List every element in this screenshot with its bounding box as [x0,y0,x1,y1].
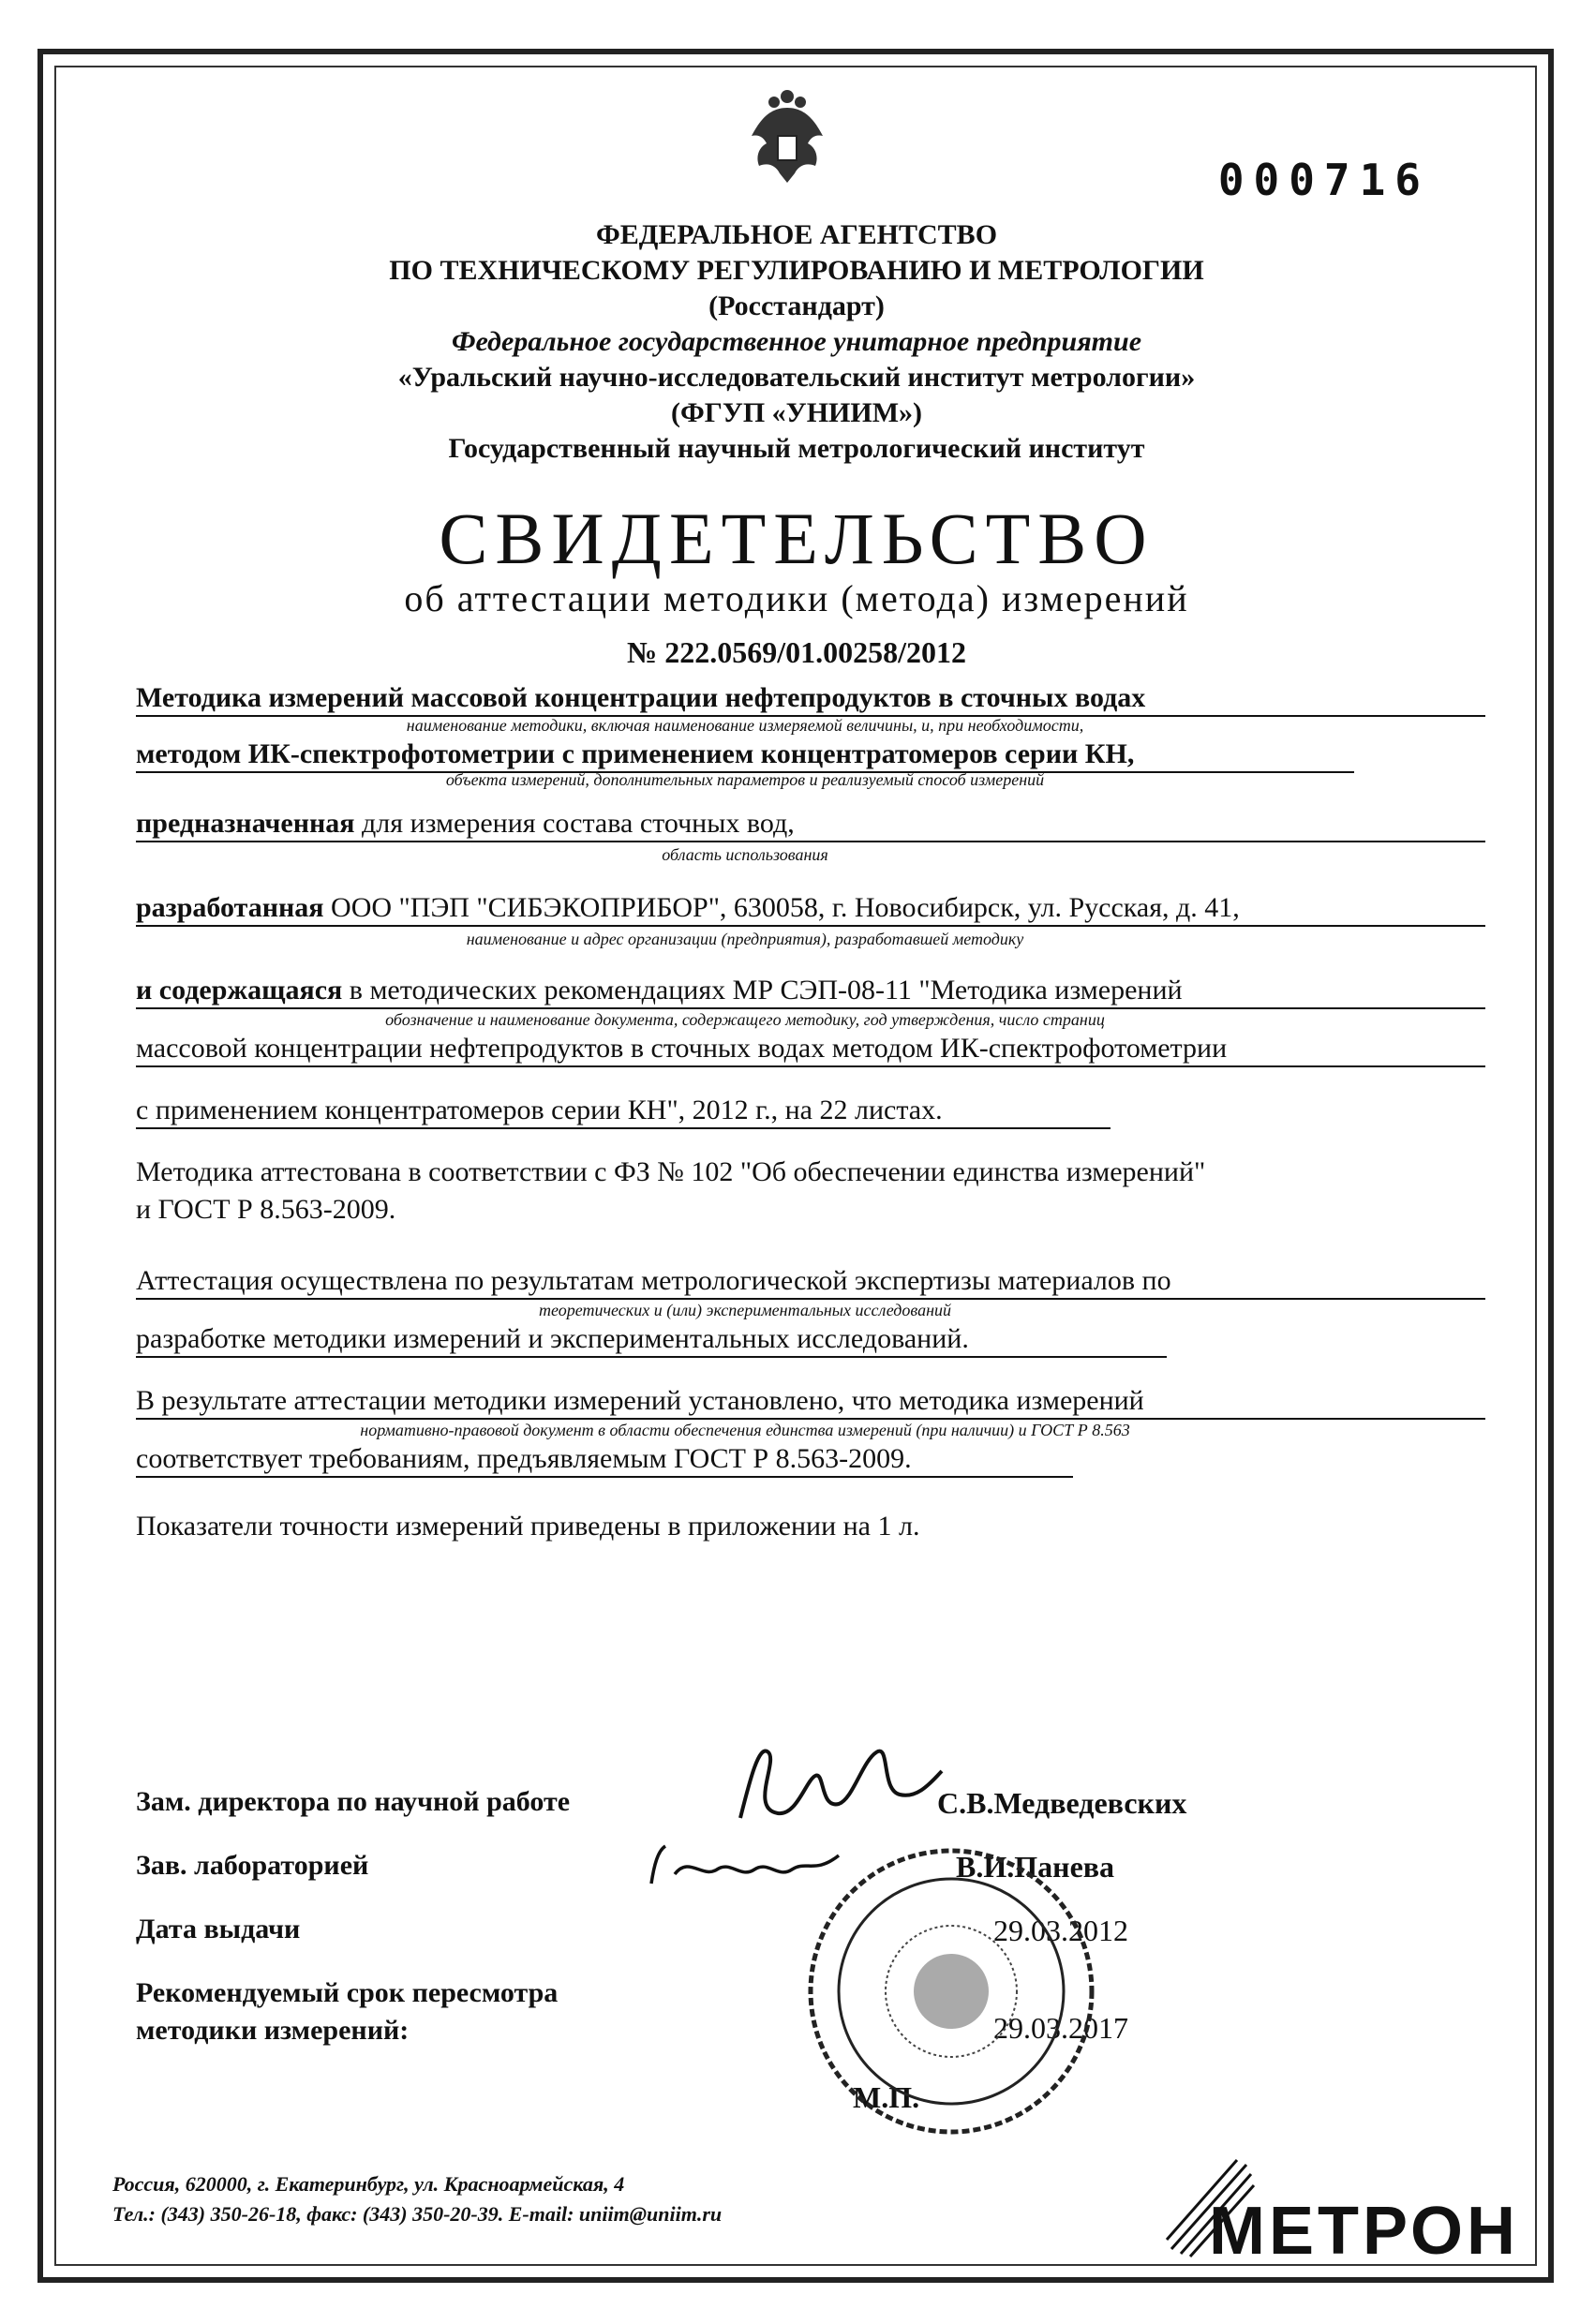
purpose-label: предназначенная [136,808,355,839]
state-emblem-icon [731,89,843,201]
result-line1: В результате аттестации методики измерений установлено, что методика измерений [136,1385,1485,1420]
date-label: Дата выдачи [136,1914,301,1944]
developer-caption: наименование и адрес организации (предприятия), разработавшей методику [466,930,1024,948]
lab-name: В.И.Панева [956,1850,1115,1884]
deputy-name: С.В.Медведевских [937,1786,1187,1820]
document-line3: с применением концентратомеров серии КН", 2012 г., на 22 листах. [136,1095,1111,1129]
result-caption: нормативно-правовой документ в области обеспечения единства измерений (при наличии) и ГОСТ Р 8.563 [360,1421,1130,1439]
footer-address: Россия, 620000, г. Екатеринбург, ул. Красноармейская, 4 [112,2172,625,2196]
document-line1 [136,975,1485,1009]
agency-line2: ПО ТЕХНИЧЕСКОМУ РЕГУЛИРОВАНИЮ И МЕТРОЛОГИИ [389,255,1204,286]
enterprise-short: (ФГУП «УНИИМ») [670,397,923,428]
enterprise-line2: «Уральский научно-исследовательский институт метрологии» [397,362,1196,393]
agency-short: (Росстандарт) [708,290,885,321]
date-value: 29.03.2012 [993,1914,1128,1947]
footer-contacts: Тел.: (343) 350-26-18, факс: (343) 350-20-39. E-mail: uniim@uniim.ru [112,2202,723,2226]
review-value: 29.03.2017 [993,2011,1128,2045]
purpose-line [136,808,1485,842]
method-line1: Методика измерений массовой концентрации нефтепродуктов в сточных водах [136,682,1485,717]
attestation-line2: разработке методики измерений и экспериментальных исследований. [136,1323,1167,1358]
attestation-caption: теоретических и (или) экспериментальных исследований [538,1301,952,1319]
document-title: СВИДЕТЕЛЬСТВО [439,498,1155,579]
attestation-line1: Аттестация осуществлена по результатам метрологической экспертизы материалов по [136,1265,1485,1300]
certificate-number: № 222.0569/01.00258/2012 [627,635,966,669]
developer-line [136,892,1485,927]
certified-line1: Методика аттестована в соответствии с ФЗ № 102 "Об обеспечении единства измерений" [136,1156,1206,1187]
result-line2: соответствует требованиям, предъявляемым ГОСТ Р 8.563-2009. [136,1443,1073,1478]
developer-label: разработанная [136,892,324,923]
review-label-line1: Рекомендуемый срок пересмотра [136,1977,559,2008]
developer-value: ООО "ПЭП "СИБЭКОПРИБОР", 630058, г. Новосибирск, ул. Русская, д. 41, [331,892,1240,923]
document-subtitle: об аттестации методики (метода) измерений [404,577,1189,619]
seal-mark: М.П. [853,2080,920,2114]
institute-line: Государственный научный метрологический институт [448,433,1145,464]
method-caption2: объекта измерений, дополнительных параметров и реализуемый способ измерений [445,770,1045,789]
enterprise-line1: Федеральное государственное унитарное предприятие [451,326,1142,357]
document-caption: обозначение и наименование документа, содержащего методику, год утверждения, число страниц [385,1010,1105,1029]
method-caption1: наименование методики, включая наименование измеряемой величины, и, при необходимости, [406,716,1084,735]
deputy-label: Зам. директора по научной работе [136,1786,571,1817]
round-seal-icon [797,1837,1106,2146]
purpose-caption: область использования [662,845,828,864]
document-value: в методических рекомендациях МР СЭП-08-11 "Методика измерений [349,975,1183,1006]
review-label-line2: методики измерений: [136,2015,410,2046]
purpose-value: для измерения состава сточных вод, [362,808,795,839]
accuracy-line: Показатели точности измерений приведены в приложении на 1 л. [136,1511,920,1542]
agency-line1: ФЕДЕРАЛЬНОЕ АГЕНТСТВО [595,219,998,250]
certified-line2: и ГОСТ Р 8.563-2009. [136,1194,396,1225]
document-label: и содержащаяся [136,975,343,1006]
method-line2: методом ИК-спектрофотометрии с применением концентратомеров серии КН, [136,738,1354,773]
metron-logo-text: МЕТРОН [1209,2194,1520,2269]
serial-number: 000716 [1217,155,1430,205]
lab-label: Зав. лабораторией [136,1850,369,1881]
document-line2: массовой концентрации нефтепродуктов в сточных водах методом ИК-спектрофотометрии [136,1033,1485,1067]
